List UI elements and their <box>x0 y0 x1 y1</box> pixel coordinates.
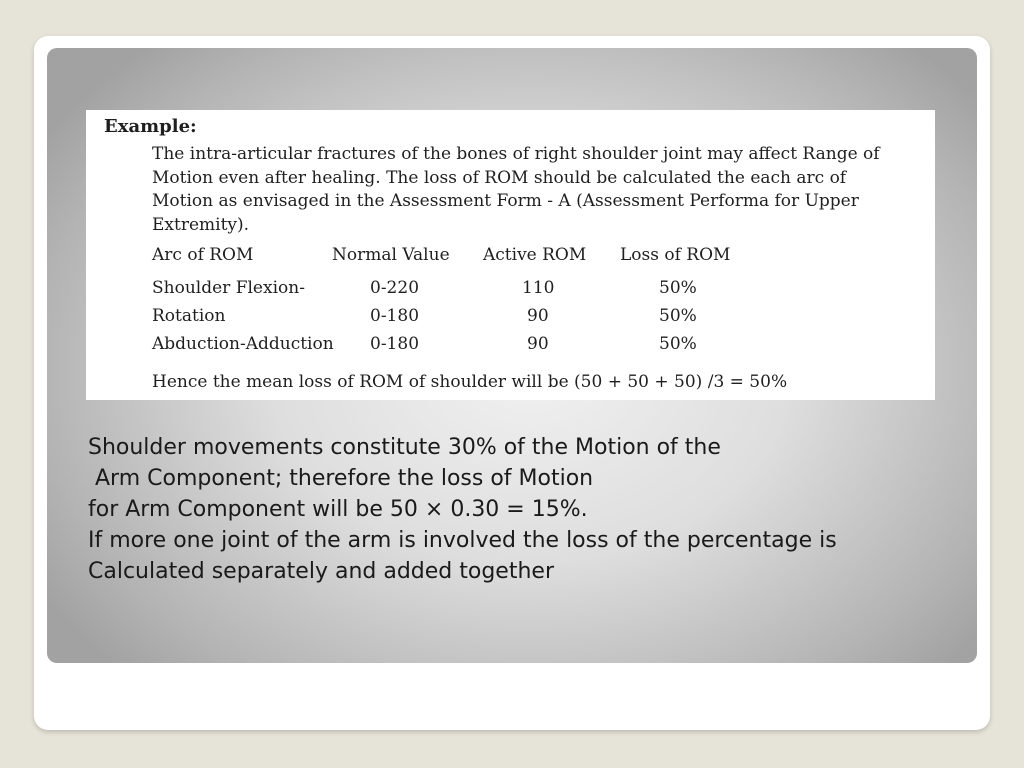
cell-loss-of-rom: 50% <box>659 306 697 326</box>
cell-arc: Abduction-Adduction <box>152 334 334 354</box>
body-line: Calculated separately and added together <box>88 559 554 584</box>
body-line: Arm Component; therefore the loss of Motion <box>88 466 594 491</box>
header-active-rom: Active ROM <box>483 245 587 265</box>
header-loss-of-rom: Loss of ROM <box>620 245 731 265</box>
example-conclusion: Hence the mean loss of ROM of shoulder will be (50 + 50 + 50) /3 = 50% <box>152 372 788 392</box>
body-line: Shoulder movements constitute 30% of the Motion of the <box>88 435 721 460</box>
header-arc-of-rom: Arc of ROM <box>152 245 254 265</box>
cell-loss-of-rom: 50% <box>659 278 697 298</box>
cell-loss-of-rom: 50% <box>659 334 697 354</box>
example-heading: Example: <box>104 116 197 137</box>
cell-active-rom: 110 <box>522 278 555 298</box>
cell-arc: Rotation <box>152 306 226 326</box>
cell-active-rom: 90 <box>527 306 549 326</box>
example-image <box>86 110 935 400</box>
cell-normal-value: 0-220 <box>370 278 420 298</box>
body-text <box>88 432 988 587</box>
body-line: for Arm Component will be 50 × 0.30 = 15%. <box>88 497 588 522</box>
cell-arc: Shoulder Flexion- <box>152 278 305 298</box>
example-paragraph: The intra-articular fractures of the bones of right shoulder joint may affect Range of Motion even after healing. The loss of ROM should be calculated the each arc of Motion as envisaged in the Assessment Form - A (Assessment Performa for Upper Extremity). <box>152 144 880 235</box>
header-normal-value: Normal Value <box>332 245 450 265</box>
cell-active-rom: 90 <box>527 334 549 354</box>
cell-normal-value: 0-180 <box>370 306 420 326</box>
cell-normal-value: 0-180 <box>370 334 420 354</box>
body-line: If more one joint of the arm is involved the loss of the percentage is <box>88 528 837 553</box>
